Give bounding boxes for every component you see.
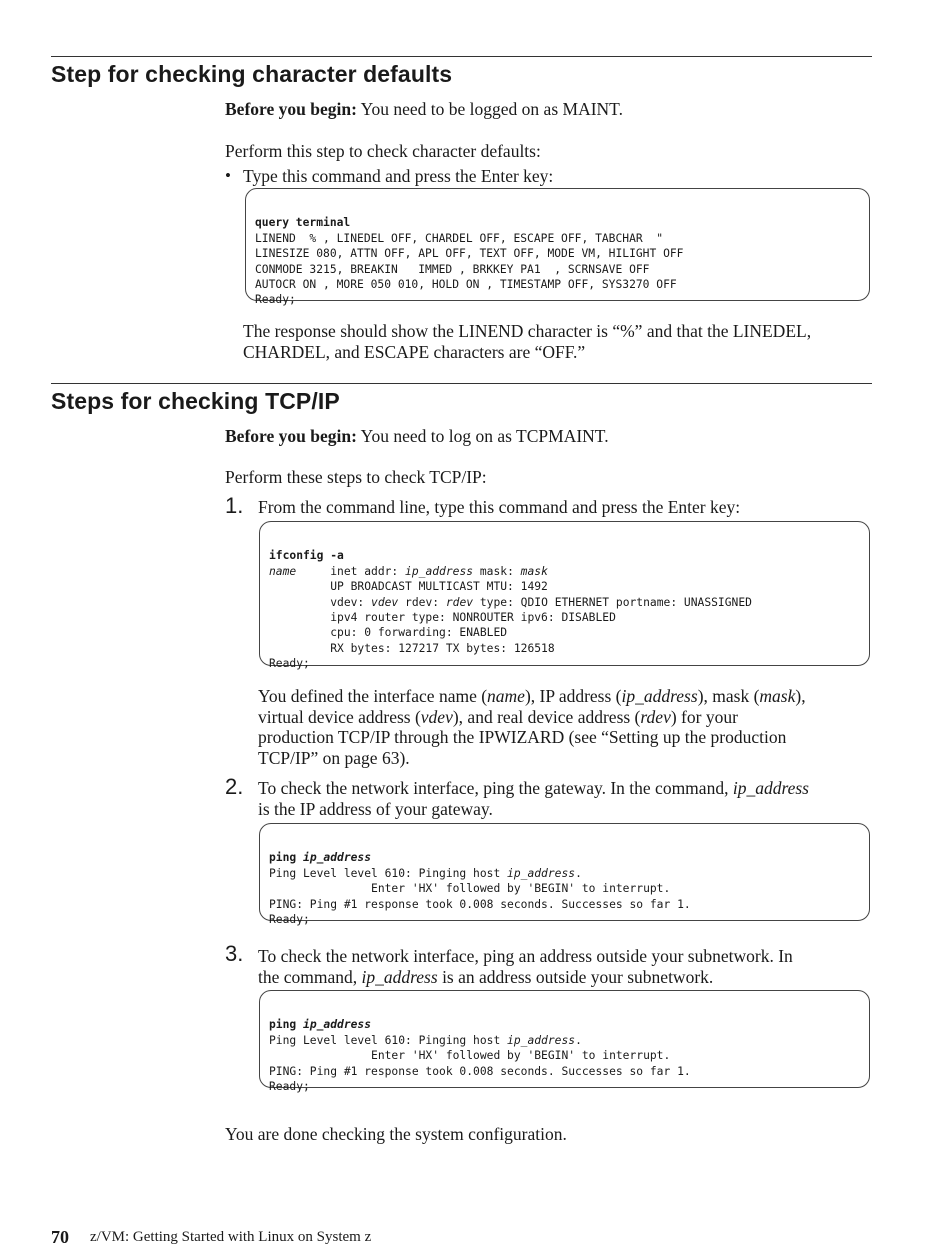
code-block-ping-gateway: ping ip_address Ping Level level 610: Pinging host ip_address. Enter 'HX' followed by 'BEGIN' to interrupt. PING: Ping #1 response took 0.008 seconds. Successes so far 1. Ready; bbox=[259, 823, 870, 921]
closing-text: You are done checking the system configuration. bbox=[225, 1124, 567, 1144]
step-explanation: You defined the interface name (name), IP address (ip_address), mask (mask), virtual device address (vdev), and real device address (rdev) for your production TCP/IP through the IPWIZARD (see “Setting up the production TCP/IP” on page 63). bbox=[258, 686, 806, 768]
step-text: To check the network interface, ping an address outside your subnetwork. In the command, ip_address is an address outside your subnetwork. bbox=[258, 946, 793, 987]
cross-reference-link[interactable]: TCP/IP” on page 63). bbox=[258, 747, 410, 768]
before-you-begin-note: Before you begin: You need to be logged on as MAINT. bbox=[225, 99, 623, 119]
before-you-begin-note: Before you begin: You need to log on as TCPMAINT. bbox=[225, 426, 609, 446]
section-divider bbox=[51, 383, 872, 384]
bullet-text: Type this command and press the Enter key: bbox=[243, 166, 554, 186]
code-block-ifconfig: ifconfig -a name inet addr: ip_address mask: mask UP BROADCAST MULTICAST MTU: 1492 vdev: vdev rdev: rdev type: QDIO ETHERNET portname: UNASSIGNED ipv4 router type: NONROUTER ipv6: DISABLED cpu: 0 forwarding: ENABLED RX bytes: 127217 TX bytes: 126518 Ready; bbox=[259, 521, 870, 666]
step-number: 3. bbox=[225, 941, 244, 966]
intro-text: Perform these steps to check TCP/IP: bbox=[225, 467, 487, 487]
step-number: 2. bbox=[225, 774, 244, 799]
response-text: The response should show the LINEND character is “%” and that the LINEDEL, CHARDEL, and ESCAPE characters are “OFF.” bbox=[243, 321, 812, 362]
intro-text: Perform this step to check character defaults: bbox=[225, 141, 541, 161]
section-divider bbox=[51, 56, 872, 57]
section-heading-tcpip: Steps for checking TCP/IP bbox=[51, 388, 340, 414]
code-block-ping-outside: ping ip_address Ping Level level 610: Pinging host ip_address. Enter 'HX' followed by 'BEGIN' to interrupt. PING: Ping #1 response took 0.008 seconds. Successes so far 1. Ready; bbox=[259, 990, 870, 1088]
bullet-icon: • bbox=[225, 166, 231, 185]
step-text: To check the network interface, ping the gateway. In the command, ip_address is the IP address of your gateway. bbox=[258, 778, 809, 819]
code-block-query-terminal: query terminal LINEND % , LINEDEL OFF, CHARDEL OFF, ESCAPE OFF, TABCHAR " LINESIZE 080, ATTN OFF, APL OFF, TEXT OFF, MODE VM, HILIGHT OFF CONMODE 3215, BREAKIN IMMED , BRKKEY PA1 , SCRNSAVE OFF AUTOCR ON , MORE 050 010, HOLD ON , TIMESTAMP OFF, SYS3270 OFF Ready; bbox=[245, 188, 870, 301]
section-heading-character-defaults: Step for checking character defaults bbox=[51, 61, 453, 87]
step-number: 1. bbox=[225, 493, 244, 518]
book-title: z/VM: Getting Started with Linux on System z bbox=[90, 1229, 372, 1245]
command-text: ifconfig -a bbox=[269, 549, 344, 563]
page-number: 70 bbox=[51, 1227, 69, 1247]
step-text: From the command line, type this command and press the Enter key: bbox=[258, 497, 741, 517]
command-text: query terminal bbox=[255, 216, 351, 230]
